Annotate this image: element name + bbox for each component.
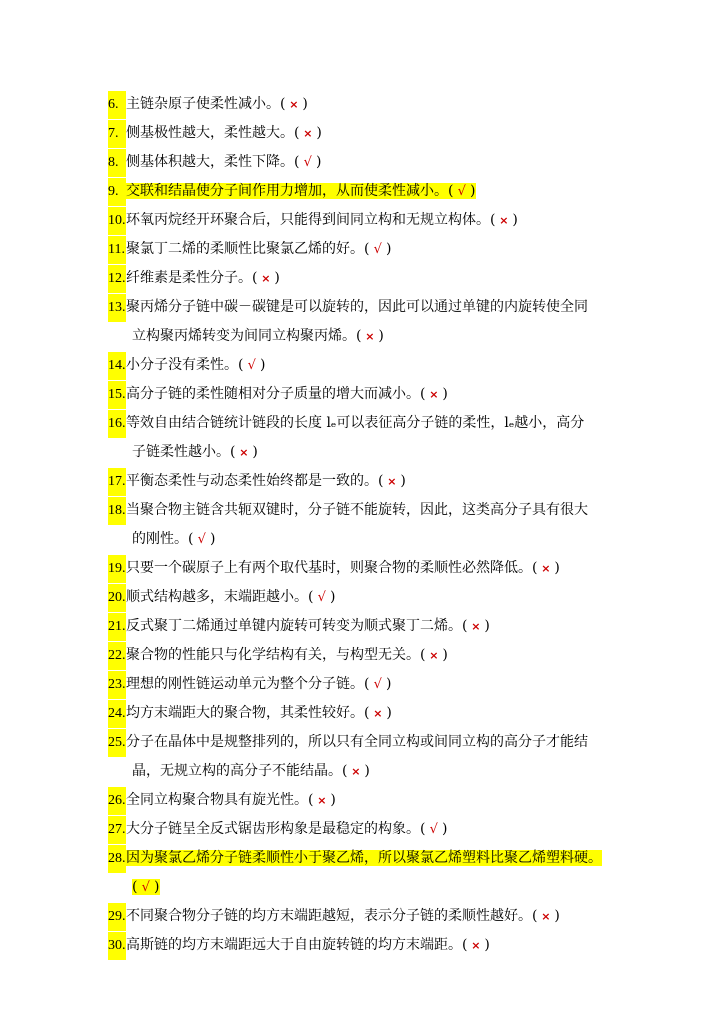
question-item [108,844,668,902]
question-number: 24. [108,700,126,728]
question-text: 环氧丙烷经开环聚合后，只能得到间同立构和无规立构体。( × ) [126,212,518,228]
close-paren: ) [260,357,266,373]
question-item [108,119,668,148]
question-number: 16. [108,410,126,438]
wrong-mark: × [467,939,485,952]
question-number: 6. [108,91,126,119]
question-text: 反式聚丁二烯通过单键内旋转可转变为顺式聚丁二烯。( × ) [126,618,490,634]
wrong-mark: × [361,330,379,343]
question-text: 聚氯丁二烯的柔顺性比聚氯乙烯的好。( √ ) [126,241,392,257]
question-line [108,815,668,844]
question-item [108,583,668,612]
question-number: 30. [108,932,126,960]
question-line [108,90,668,119]
correct-mark: √ [369,677,387,692]
question-text: 高斯链的均方末端距远大于自由旋转链的均方末端距。( × ) [126,937,490,953]
question-number: 12. [108,265,126,293]
wrong-mark: × [383,475,401,488]
question-number: 18. [108,497,126,525]
question-line [108,873,668,902]
question-line [108,670,668,699]
question-item [108,206,668,235]
close-paren: ) [210,531,216,547]
question-number: 26. [108,787,126,815]
question-number: 27. [108,816,126,844]
question-line [108,786,668,815]
close-paren: ) [512,212,518,228]
question-text: 主链杂原子使柔性减小。( × ) [126,96,308,112]
close-paren: ) [274,270,280,286]
question-text: 只要一个碳原子上有两个取代基时，则聚合物的柔顺性必然降低。( × ) [126,560,560,576]
question-text: 不同聚合物分子链的均方末端距越短，表示分子链的柔顺性越好。( × ) [126,908,560,924]
question-text: 顺式结构越多，末端距越小。( √ ) [126,589,336,605]
question-item [108,728,668,786]
close-paren: ) [386,676,392,692]
wrong-mark: × [313,794,331,807]
question-item [108,902,668,931]
question-text: 当聚合物主链含共轭双键时，分子链不能旋转，因此，这类高分子具有很大 [126,502,588,518]
question-line [108,119,668,148]
question-text: 聚丙烯分子链中碳－碳键是可以旋转的，因此可以通过单键的内旋转使全同 [126,299,588,315]
question-line [108,177,668,206]
question-item [108,931,668,960]
question-line [108,583,668,612]
close-paren: ) [316,125,322,141]
question-line [108,612,668,641]
question-line [108,235,668,264]
close-paren: ) [386,241,392,257]
question-item [108,409,668,467]
question-number: 10. [108,207,126,235]
close-paren: ) [330,589,336,605]
close-paren: ) [554,908,560,924]
question-item [108,670,668,699]
question-line [108,467,668,496]
question-number: 29. [108,903,126,931]
wrong-mark: × [347,765,365,778]
correct-mark: √ [369,242,387,257]
question-item [108,148,668,177]
correct-mark: √ [193,532,211,547]
question-text: 大分子链呈全反式锯齿形构象是最稳定的构象。( √ ) [126,821,448,837]
question-number: 8. [108,149,126,177]
question-number: 23. [108,671,126,699]
question-text: 的刚性。( √ ) [132,531,216,547]
close-paren: ) [400,473,406,489]
close-paren: ) [378,328,384,344]
wrong-mark: × [425,388,443,401]
question-number: 20. [108,584,126,612]
question-number: 13. [108,294,126,322]
question-line [108,438,668,467]
close-paren: ) [330,792,336,808]
wrong-mark: × [537,562,555,575]
question-line [108,641,668,670]
question-line [108,554,668,583]
question-text: ( √ ) [132,879,160,895]
question-number: 22. [108,642,126,670]
wrong-mark: × [425,649,443,662]
wrong-mark: × [467,620,485,633]
question-line [108,322,668,351]
question-text: 聚合物的性能只与化学结构有关，与构型无关。( × ) [126,647,448,663]
question-item [108,612,668,641]
question-text: 侧基极性越大，柔性越大。( × ) [126,125,322,141]
question-item [108,786,668,815]
close-paren: ) [442,647,448,663]
wrong-mark: × [257,272,275,285]
question-text: 全同立构聚合物具有旋光性。( × ) [126,792,336,808]
question-number: 9. [108,178,126,206]
wrong-mark: × [537,910,555,923]
question-text: 小分子没有柔性。( √ ) [126,357,266,373]
question-item [108,554,668,583]
question-item [108,293,668,351]
question-line [108,380,668,409]
question-line [108,206,668,235]
question-text: 分子在晶体中是规整排列的，所以只有全同立构或间同立构的高分子才能结 [126,734,588,750]
question-line [108,757,668,786]
question-item [108,699,668,728]
close-paren: ) [484,618,490,634]
close-paren: ) [364,763,370,779]
question-text: 纤维素是柔性分子。( × ) [126,270,280,286]
wrong-mark: × [285,98,303,111]
question-item [108,264,668,293]
question-number: 17. [108,468,126,496]
close-paren: ) [302,96,308,112]
question-line [108,728,668,757]
question-text: 均方末端距大的聚合物，其柔性较好。( × ) [126,705,392,721]
close-paren: ) [386,705,392,721]
question-text: 平衡态柔性与动态柔性始终都是一致的。( × ) [126,473,406,489]
close-paren: ) [484,937,490,953]
correct-mark: √ [453,184,471,199]
question-line [108,902,668,931]
question-number: 7. [108,120,126,148]
question-list [108,90,668,960]
close-paren: ) [470,183,476,199]
question-item [108,380,668,409]
correct-mark: √ [313,590,331,605]
question-text: 交联和结晶使分子间作用力增加，从而使柔性减小。( √ ) [126,183,476,199]
question-number: 14. [108,352,126,380]
question-text: 等效自由结合链统计链段的长度 lₑ可以表征高分子链的柔性，lₑ越小，高分 [126,415,585,431]
question-item [108,496,668,554]
close-paren: ) [554,560,560,576]
question-text: 侧基体积越大，柔性下降。( √ ) [126,154,322,170]
wrong-mark: × [369,707,387,720]
wrong-mark: × [299,127,317,140]
question-item [108,467,668,496]
question-number: 19. [108,555,126,583]
question-line [108,699,668,728]
question-number: 25. [108,729,126,757]
close-paren: ) [316,154,322,170]
question-item [108,177,668,206]
question-item [108,641,668,670]
question-line [108,409,668,438]
question-text: 高分子链的柔性随相对分子质量的增大而减小。( × ) [126,386,448,402]
question-item [108,235,668,264]
question-item [108,351,668,380]
close-paren: ) [442,821,448,837]
correct-mark: √ [137,880,155,895]
question-item [108,815,668,844]
question-item [108,90,668,119]
question-line [108,148,668,177]
question-number: 11. [108,236,126,264]
question-text: 因为聚氯乙烯分子链柔顺性小于聚乙烯，所以聚氯乙烯塑料比聚乙烯塑料硬。 [126,850,602,866]
question-line [108,931,668,960]
question-text: 立构聚丙烯转变为间同立构聚丙烯。( × ) [132,328,384,344]
wrong-mark: × [235,446,253,459]
correct-mark: √ [425,822,443,837]
question-number: 28. [108,845,126,873]
wrong-mark: × [495,214,513,227]
close-paren: ) [442,386,448,402]
question-text: 理想的刚性链运动单元为整个分子链。( √ ) [126,676,392,692]
close-paren: ) [252,444,258,460]
question-line [108,293,668,322]
question-line [108,496,668,525]
question-number: 15. [108,381,126,409]
question-text: 晶，无规立构的高分子不能结晶。( × ) [132,763,370,779]
correct-mark: √ [243,358,261,373]
question-line [108,844,668,873]
correct-mark: √ [299,155,317,170]
question-text: 子链柔性越小。( × ) [132,444,258,460]
question-line [108,351,668,380]
question-number: 21. [108,613,126,641]
question-line [108,525,668,554]
question-line [108,264,668,293]
close-paren: ) [154,879,160,895]
